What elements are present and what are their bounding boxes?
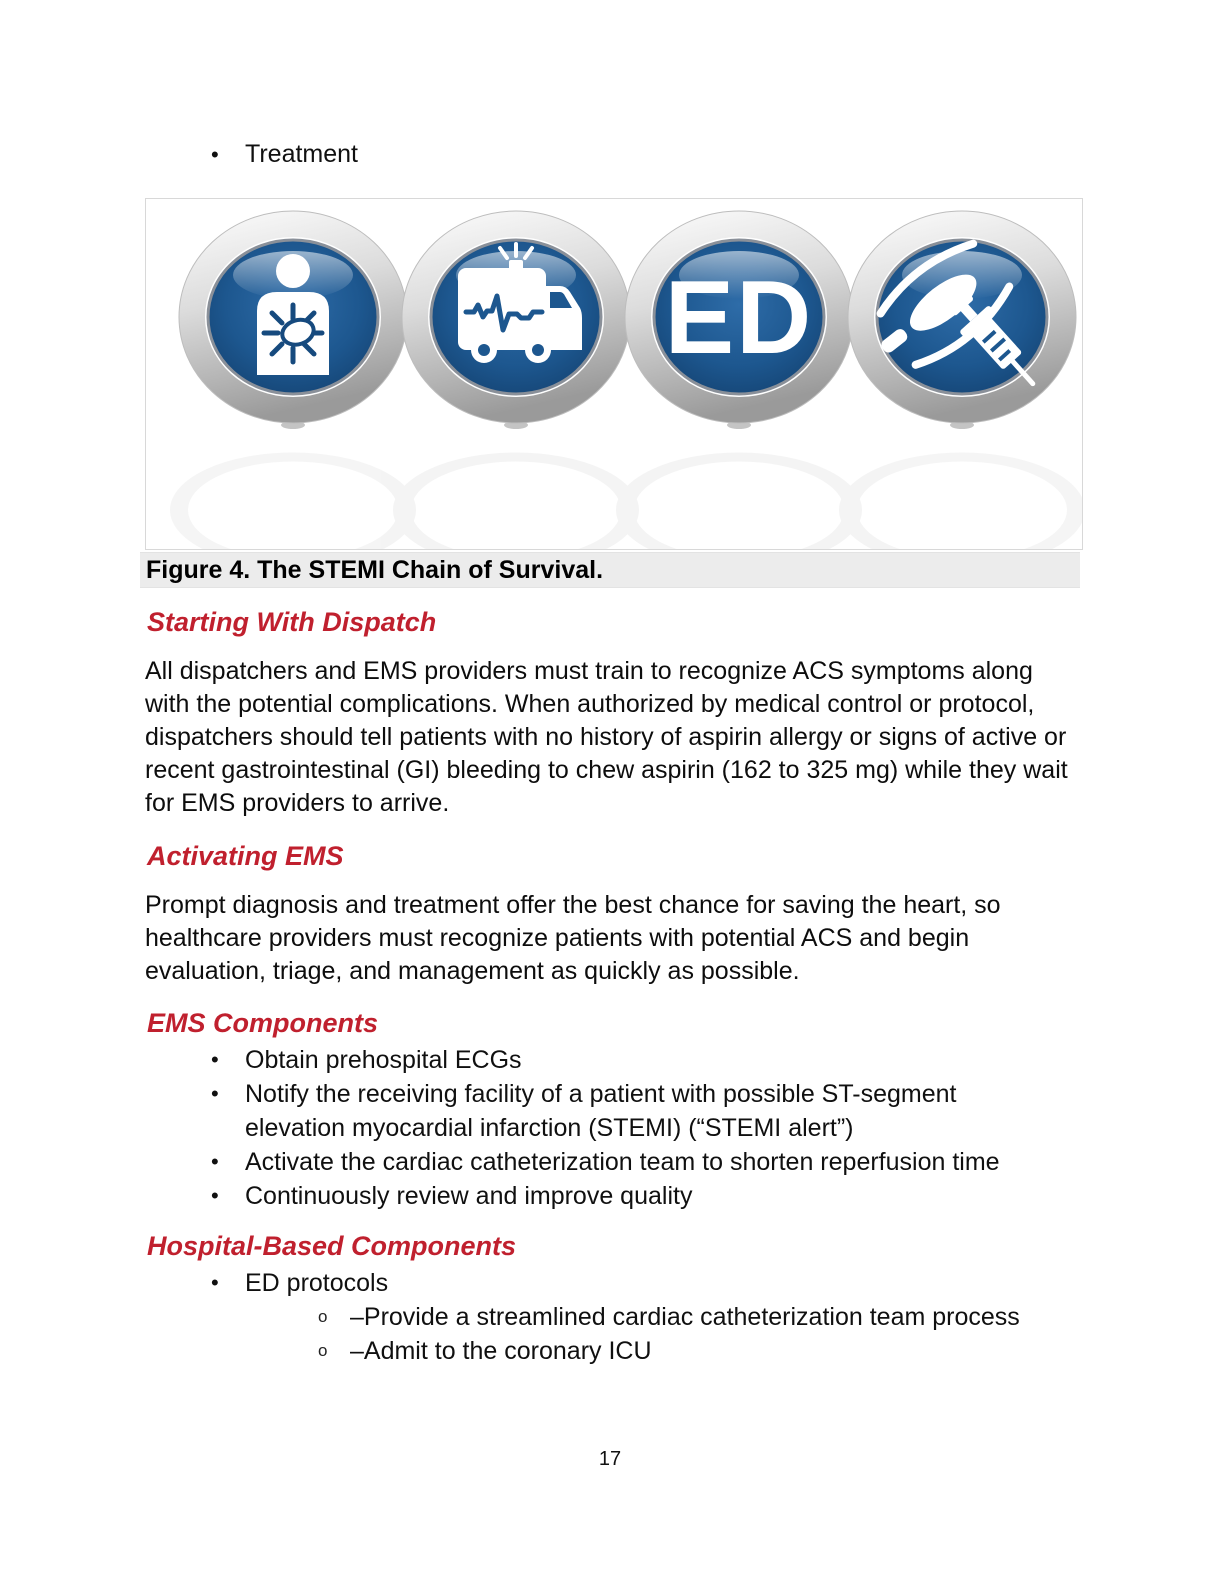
circle-bullet-marker: o [318,1341,328,1360]
sub-list-item [145,1300,1080,1334]
sub-list-item [145,1334,1080,1368]
page-number: 17 [598,1448,622,1470]
list-item-text: Obtain prehospital ECGs [245,1046,522,1074]
chain-link-patient [205,237,381,397]
sub-list-item-text: –Admit to the coronary ICU [350,1337,652,1365]
figure-caption: Figure 4. The STEMI Chain of Survival. [140,552,1080,588]
list-item-text: ED protocols [245,1269,389,1297]
section-heading-hospital-based-components: Hospital-Based Components [147,1231,517,1261]
section-heading-starting-with-dispatch: Starting With Dispatch [147,607,437,637]
list-item [145,1077,1080,1145]
list-item [145,138,1080,172]
sub-list-item-text: –Provide a streamlined cardiac catheterization team process [350,1303,1020,1331]
paragraph-dispatch: All dispatchers and EMS providers must train to recognize ACS symptoms along with the potential complications. When authorized by medical control or protocol, dispatchers should tell patients with no history of aspirin allergy or signs of active or recent gastrointestinal (GI) bleeding to chew aspirin (162 to 325 mg) while they wait for EMS providers to arrive. [145,657,1068,817]
bullet-marker: • [211,1270,219,1295]
bullet-marker: • [211,1183,219,1208]
bullet-marker: • [211,1081,219,1106]
figure-image [145,198,1083,550]
section-heading-activating-ems: Activating EMS [147,841,344,871]
hospital-components-list [145,1266,1080,1368]
chain-reflection [179,457,1076,549]
circle-bullet-marker: o [318,1307,328,1326]
paragraph-activating-ems: Prompt diagnosis and treatment offer the best chance for saving the heart, so healthcare providers must recognize patients with potential ACS and begin evaluation, triage, and management as quickly as possible. [145,891,1001,985]
chain-link-ed [651,237,827,397]
stemi-chain-graphic [146,199,1082,549]
top-bullet-text: Treatment [245,140,359,168]
list-item [145,1043,1080,1077]
chain-shadows [281,421,974,429]
list-item [145,1266,1080,1300]
list-item-text: Activate the cardiac catheterization team to shorten reperfusion time [245,1148,1000,1176]
list-item [145,1145,1080,1179]
page-content [145,0,1080,1368]
list-item-text: Notify the receiving facility of a patient with possible ST-segment elevation myocardial infarction (STEMI) (“STEMI alert”) [245,1080,957,1142]
bullet-marker: • [211,142,219,167]
section-heading-ems-components: EMS Components [147,1008,379,1038]
bullet-marker: • [211,1047,219,1072]
ems-components-list [145,1043,1080,1213]
ed-label: ED [664,260,814,376]
list-item [145,1179,1080,1213]
chain-link-ems [428,237,604,397]
list-item-text: Continuously review and improve quality [245,1182,693,1210]
bullet-marker: • [211,1149,219,1174]
